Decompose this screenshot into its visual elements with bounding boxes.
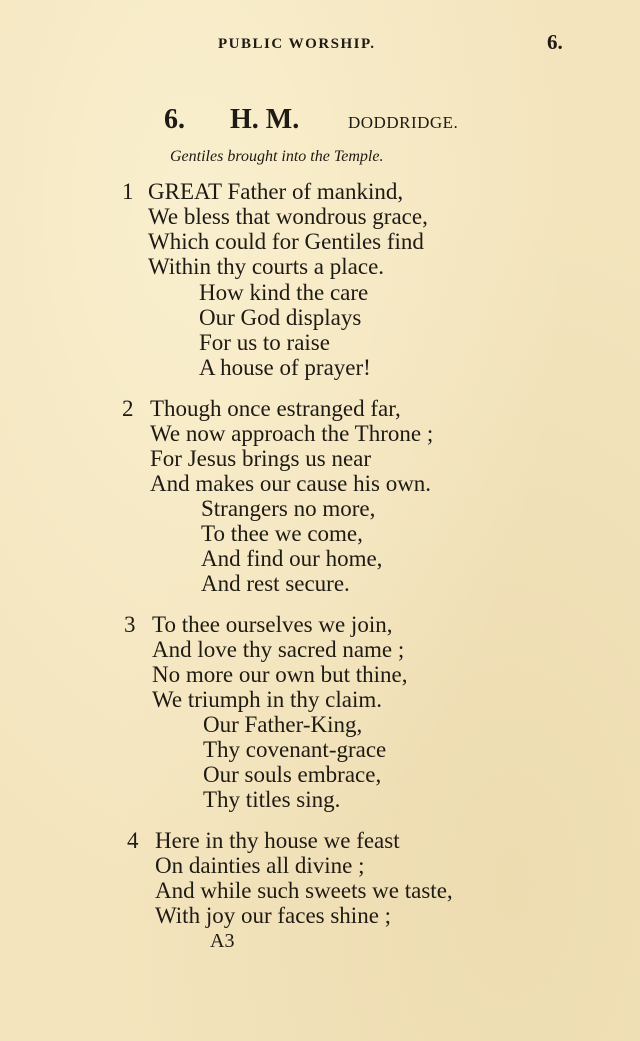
verse-line: For us to raise — [199, 330, 330, 355]
verse-line: On dainties all divine ; — [155, 853, 365, 878]
verse-line: With joy our faces shine ; — [155, 903, 392, 928]
verse-line: Our Father-King, — [203, 712, 363, 737]
verse-line: We bless that wondrous grace, — [148, 204, 428, 229]
verse-line: To thee ourselves we join, — [152, 612, 393, 637]
verse-line: No more our own but thine, — [152, 662, 408, 687]
verse-line: Though once estranged far, — [150, 396, 401, 421]
verse-line: Thy titles sing. — [203, 787, 341, 812]
verse-number: 2 — [122, 396, 134, 421]
hymn-number: 6. — [164, 104, 185, 135]
verse-line: And love thy sacred name ; — [152, 637, 405, 662]
running-title: PUBLIC WORSHIP. — [218, 36, 376, 52]
verse-line: Within thy courts a place. — [148, 254, 385, 279]
verse-line: And rest secure. — [201, 571, 350, 596]
verse-line: A house of prayer! — [199, 355, 371, 380]
hymn-subtitle: Gentiles brought into the Temple. — [170, 148, 384, 165]
verse-line: We triumph in thy claim. — [152, 687, 383, 712]
verse-line: Which could for Gentiles find — [148, 229, 424, 254]
verse-line: Thy covenant-grace — [203, 737, 387, 762]
verse-line: For Jesus brings us near — [150, 446, 372, 471]
verse-line: Here in thy house we feast — [155, 828, 400, 853]
verse-line: And find our home, — [201, 546, 383, 571]
verse-line: To thee we come, — [201, 521, 363, 546]
page-number: 6. — [547, 30, 563, 54]
verse-line: Our God displays — [199, 305, 362, 330]
verse-line: GREAT Father of mankind, — [148, 179, 404, 204]
hymn-author: DODDRIDGE. — [348, 113, 459, 132]
verse-line: Strangers no more, — [201, 496, 376, 521]
verse-line: Our souls embrace, — [203, 762, 382, 787]
verse-line: How kind the care — [199, 280, 369, 305]
verse-line: And while such sweets we taste, — [155, 878, 453, 903]
hymn-meter: H. M. — [230, 104, 300, 135]
signature-mark: A3 — [210, 930, 235, 952]
verse-line: And makes our cause his own. — [150, 471, 432, 496]
verse-number: 3 — [124, 612, 136, 637]
verse-number: 1 — [122, 179, 134, 204]
verse-number: 4 — [127, 828, 139, 853]
verse-line: We now approach the Throne ; — [150, 421, 434, 446]
